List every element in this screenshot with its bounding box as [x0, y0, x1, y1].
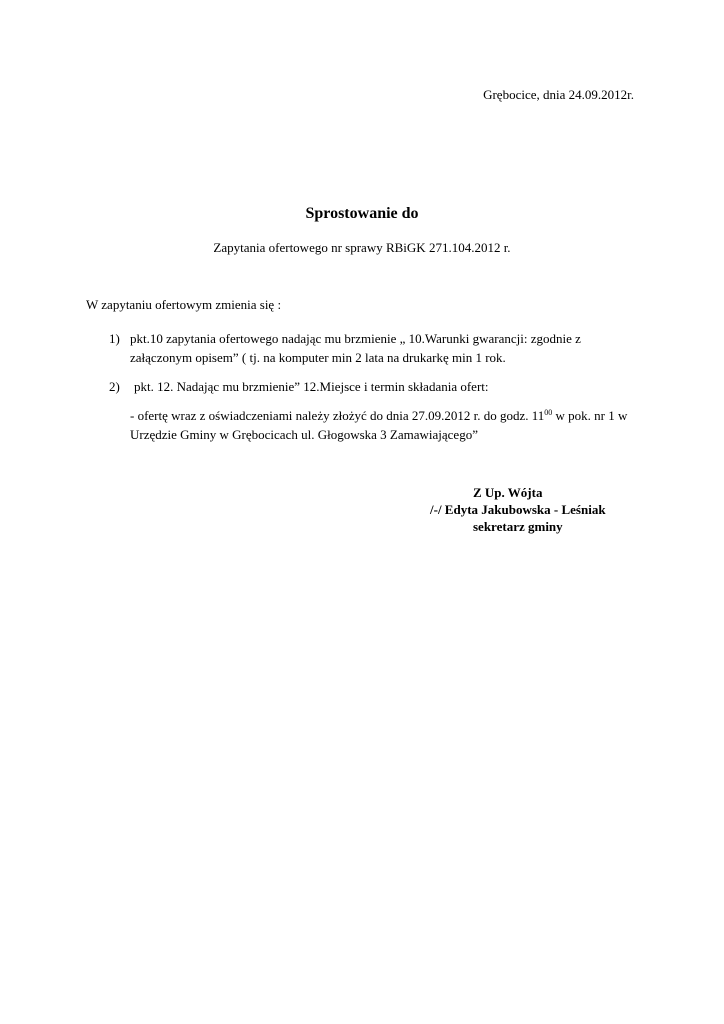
signature-block [430, 484, 606, 535]
deadline-text-start: - ofertę wraz z oświadczeniami należy złożyć do dnia 27.09.2012 r. do godz. 11 [130, 408, 545, 423]
intro-text: W zapytaniu ofertowym zmienia się : [86, 297, 282, 312]
document-subtitle: Zapytania ofertowego nr sprawy RBiGK 271.104.2012 r. [213, 240, 511, 255]
list-item-text: pkt.10 zapytania ofertowego nadając mu brzmienie „ 10.Warunki gwarancji: zgodnie z załączonym opisem” ( tj. na komputer min 2 lata na drukarkę min 1 rok. [130, 331, 581, 365]
deadline-hour-minutes: 00 [544, 408, 553, 417]
signature-role: sekretarz gminy [473, 519, 563, 534]
signature-authority: Z Up. Wójta [473, 485, 543, 500]
signature-name: /-/ Edyta Jakubowska - Leśniak [430, 502, 606, 517]
list-item-number: 2) [109, 379, 120, 394]
offer-deadline-paragraph [130, 406, 650, 444]
list-item-text: pkt. 12. Nadając mu brzmienie” 12.Miejsce i termin składania ofert: [134, 379, 489, 394]
document-title: Sprostowanie do [305, 205, 419, 222]
list-item-number: 1) [109, 331, 120, 346]
deadline-text-end: w pok. nr 1 w Urzędzie Gminy w Grębocicach ul. Głogowska 3 Zamawiającego” [130, 408, 628, 442]
date-line: Grębocice, dnia 24.09.2012r. [483, 87, 634, 102]
